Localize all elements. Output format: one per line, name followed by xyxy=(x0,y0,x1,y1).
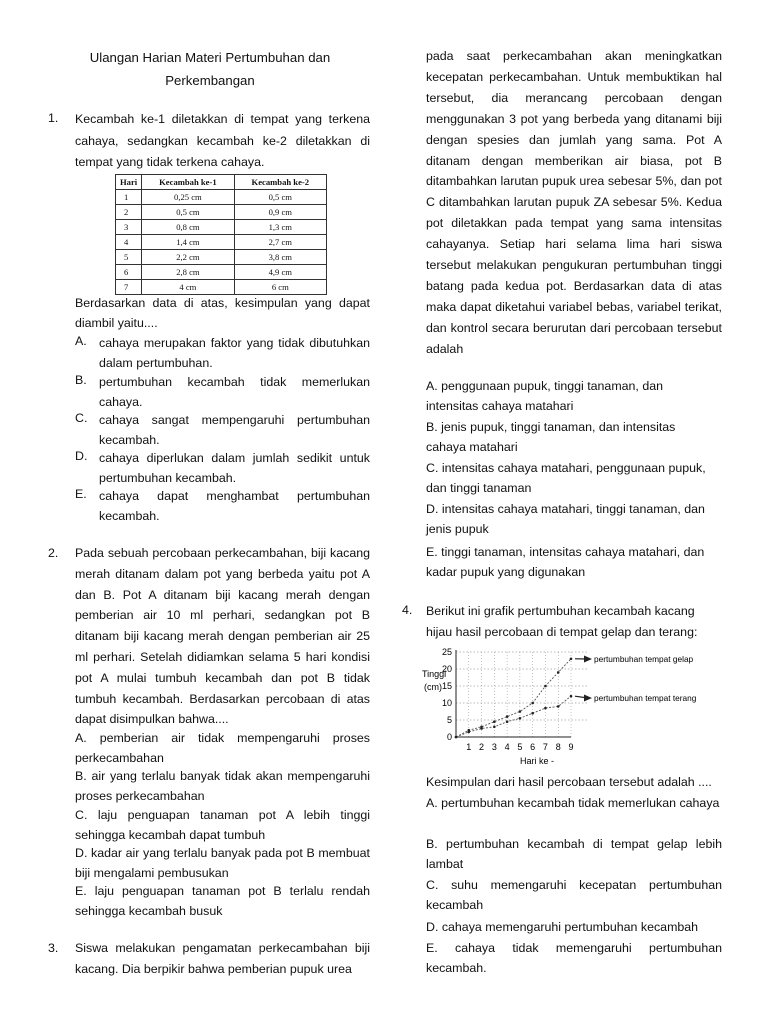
q2-option-d[interactable]: D. kadar air yang terlalu banyak pada pot B membuat biji mengalami pembusukan xyxy=(75,846,370,880)
data-point xyxy=(506,715,509,718)
q4-option-e[interactable]: E. cahaya tidak memengaruhi pertumbuhan kecambah. xyxy=(426,941,722,975)
q3-number: 3. xyxy=(48,941,59,955)
data-point xyxy=(557,705,560,708)
q3-option-e[interactable]: E. tinggi tanaman, intensitas cahaya matahari, dan kadar pupuk yang digunakan xyxy=(426,545,705,579)
q4-text: Berikut ini grafik pertumbuhan kecambah kacang hijau hasil percobaan di tempat gelap dan terang: xyxy=(426,604,698,639)
table-cell: 1 xyxy=(116,190,142,205)
option-text: pertumbuhan kecambah tidak memerlukan cahaya. xyxy=(99,375,370,409)
q2-number: 2. xyxy=(48,546,59,560)
table-cell: 3,8 cm xyxy=(234,250,326,265)
q4-prompt: Kesimpulan dari hasil percobaan tersebut adalah .... xyxy=(426,775,712,789)
q4-option-a[interactable]: A. pertumbuhan kecambah tidak memerlukan cahaya xyxy=(426,796,720,810)
q1-prompt: Berdasarkan data di atas, kesimpulan yang dapat diambil yaitu.... xyxy=(75,296,370,330)
table-cell: 4,9 cm xyxy=(234,265,326,280)
y-axis-label-unit: (cm) xyxy=(424,682,442,692)
table-row xyxy=(116,280,327,295)
q4-option-b[interactable]: B. pertumbuhan kecambah di tempat gelap lebih lambat xyxy=(426,837,722,871)
table-cell: 2,2 cm xyxy=(142,250,234,265)
q1-option-d[interactable] xyxy=(75,449,370,488)
table-row xyxy=(116,220,327,235)
table-row xyxy=(116,190,327,205)
x-tick-label: 6 xyxy=(530,742,536,752)
table-cell: 3 xyxy=(116,220,142,235)
data-point xyxy=(570,658,573,661)
q3-option-a[interactable]: A. penggunaan pupuk, tinggi tanaman, dan intensitas cahaya matahari xyxy=(426,379,663,413)
table-cell: 0,25 cm xyxy=(142,190,234,205)
q1-option-c[interactable] xyxy=(75,411,370,450)
option-label: B. xyxy=(75,373,87,387)
series-line-light xyxy=(456,696,571,737)
table-row xyxy=(116,235,327,250)
q2-option-b[interactable]: B. air yang terlalu banyak tidak akan mempengaruhi proses perkecambahan xyxy=(75,769,370,803)
data-point xyxy=(493,720,496,723)
q3-text-left: Siswa melakukan pengamatan perkecambahan biji kacang. Dia berpikir bahwa pemberian pupuk urea xyxy=(75,941,370,976)
table-cell: 4 cm xyxy=(142,280,234,295)
x-tick-label: 4 xyxy=(504,742,510,752)
q1-option-a[interactable] xyxy=(75,334,370,373)
data-point xyxy=(493,726,496,729)
option-text: cahaya sangat mempengaruhi pertumbuhan kecambah. xyxy=(99,413,370,447)
table-cell: 1,3 cm xyxy=(234,220,326,235)
y-tick-label: 5 xyxy=(446,715,452,725)
data-point xyxy=(519,710,522,713)
x-tick-label: 9 xyxy=(568,742,574,752)
legend-label-light: pertumbuhan tempat terang xyxy=(594,693,697,703)
table-row xyxy=(116,250,327,265)
x-axis-label: Hari ke - xyxy=(520,756,555,766)
q1-text: Kecambah ke-1 diletakkan di tempat yang terkena cahaya, sedangkan kecambah ke-2 diletakkan di tempat yang tidak terkena cahaya. xyxy=(75,112,370,169)
option-text: cahaya dapat menghambat pertumbuhan kecambah. xyxy=(99,489,370,523)
option-label: A. xyxy=(75,334,87,348)
q1-number: 1. xyxy=(48,111,59,125)
table-cell: 7 xyxy=(116,280,142,295)
table-cell: 0,5 cm xyxy=(234,190,326,205)
x-tick-label: 3 xyxy=(491,742,497,752)
q2-option-e[interactable]: E. laju penguapan tanaman pot B terlalu rendah sehingga kecambah busuk xyxy=(75,884,370,918)
series-line-dark xyxy=(456,659,571,737)
y-tick-label: 0 xyxy=(446,732,452,742)
q2-text: Pada sebuah percobaan perkecambahan, biji kacang merah ditanam dalam pot yang berbeda yaitu pot A dan B. Pot A ditanam biji kacang merah dengan pemberian air 10 ml perhari, sedangkan pot B ditanam biji kacang merah dengan pemberian air 25 ml perhari. Setelah didiamkan selama 5 hari kondisi pot A mulai tumbuh kecambah dan pot B tidak tumbuh kecambah. Berdasarkan percobaan di atas dapat disimpulkan bahwa.... xyxy=(75,546,370,727)
x-tick-label: 1 xyxy=(466,742,472,752)
table-cell: 0,9 cm xyxy=(234,205,326,220)
q3-option-d[interactable]: D. intensitas cahaya matahari, tinggi tanaman, dan jenis pupuk xyxy=(426,502,705,536)
table-cell: 0,5 cm xyxy=(142,205,234,220)
q3-option-c[interactable]: C. intensitas cahaya matahari, penggunaan pupuk, dan tinggi tanaman xyxy=(426,461,706,495)
q4-number: 4. xyxy=(402,603,413,617)
q1-option-e[interactable] xyxy=(75,487,370,526)
table-cell: 2 xyxy=(116,205,142,220)
data-point xyxy=(455,736,458,739)
data-point xyxy=(557,671,560,674)
data-point xyxy=(467,731,470,734)
option-text: cahaya diperlukan dalam jumlah sedikit untuk pertumbuhan kecambah. xyxy=(99,451,370,485)
table-cell: 0,8 cm xyxy=(142,220,234,235)
option-label: C. xyxy=(75,411,88,425)
table-header: Hari xyxy=(116,175,142,190)
data-point xyxy=(570,695,573,698)
legend-arrow-head xyxy=(584,695,592,702)
data-point xyxy=(480,727,483,730)
growth-chart xyxy=(414,643,724,768)
x-tick-label: 5 xyxy=(517,742,523,752)
legend-arrow-head xyxy=(584,656,592,663)
page-title xyxy=(40,46,380,92)
q3-option-b[interactable]: B. jenis pupuk, tinggi tanaman, dan intensitas cahaya matahari xyxy=(426,420,676,454)
table-cell: 4 xyxy=(116,235,142,250)
data-point xyxy=(544,685,547,688)
data-point xyxy=(531,712,534,715)
legend-label-dark: pertumbuhan tempat gelap xyxy=(594,654,694,664)
table-cell: 6 cm xyxy=(234,280,326,295)
table-cell: 2,8 cm xyxy=(142,265,234,280)
x-tick-label: 8 xyxy=(555,742,561,752)
title-line-1: Ulangan Harian Materi Pertumbuhan dan xyxy=(89,50,331,65)
q2-option-a[interactable]: A. pemberian air tidak mempengaruhi proses perkecambahan xyxy=(75,731,370,765)
data-point xyxy=(544,707,547,710)
option-label: E. xyxy=(75,487,87,501)
data-point xyxy=(519,717,522,720)
data-point xyxy=(506,720,509,723)
table-row xyxy=(116,205,327,220)
q4-option-d[interactable]: D. cahaya memengaruhi pertumbuhan kecambah xyxy=(426,920,699,934)
table-row xyxy=(116,265,327,280)
y-axis-label: Tinggi xyxy=(422,669,447,679)
x-tick-label: 7 xyxy=(542,742,548,752)
y-tick-label: 10 xyxy=(441,698,452,708)
y-tick-label: 20 xyxy=(441,664,452,674)
q1-option-b[interactable] xyxy=(75,373,370,412)
y-tick-label: 15 xyxy=(441,681,452,691)
table-cell: 1,4 cm xyxy=(142,235,234,250)
table-header: Kecambah ke-1 xyxy=(142,175,234,190)
table-header-row xyxy=(116,175,327,190)
title-line-2: Perkembangan xyxy=(165,73,255,88)
x-tick-label: 2 xyxy=(479,742,485,752)
table-header: Kecambah ke-2 xyxy=(234,175,326,190)
y-tick-label: 25 xyxy=(441,647,452,657)
q1-data-table xyxy=(115,174,327,295)
option-label: D. xyxy=(75,449,88,463)
q3-text-right: pada saat perkecambahan akan meningkatkan kecepatan perkecambahan. Untuk membuktikan hal tersebut, dia merancang percobaan dengan menggunakan 3 pot yang berbeda yang ditanami biji dengan spesies dan jumlah yang sama. Pot A ditanam dengan memberikan air biasa, pot B ditambahkan larutan pupuk urea sebesar 5%, dan pot C ditambahkan larutan pupuk ZA sebesar 5%. Kedua pot diletakkan pada tempat yang sama intensitas cahayanya. Setiap hari selama lima hari siswa tersebut melakukan pengukuran pertumbuhan tinggi batang pada kedua pot. Berdasarkan data di atas maka dapat diketahui variabel bebas, variabel terikat, dan kontrol secara berurutan dari percobaan tersebut adalah xyxy=(426,49,722,356)
table-cell: 6 xyxy=(116,265,142,280)
table-cell: 2,7 cm xyxy=(234,235,326,250)
option-text: cahaya merupakan faktor yang tidak dibutuhkan dalam pertumbuhan. xyxy=(99,336,370,370)
q4-option-c[interactable]: C. suhu memengaruhi kecepatan pertumbuhan kecambah xyxy=(426,878,722,912)
data-point xyxy=(531,702,534,705)
table-cell: 5 xyxy=(116,250,142,265)
q2-option-c[interactable]: C. laju penguapan tanaman pot A lebih tinggi sehingga kecambah dapat tumbuh xyxy=(75,808,370,842)
